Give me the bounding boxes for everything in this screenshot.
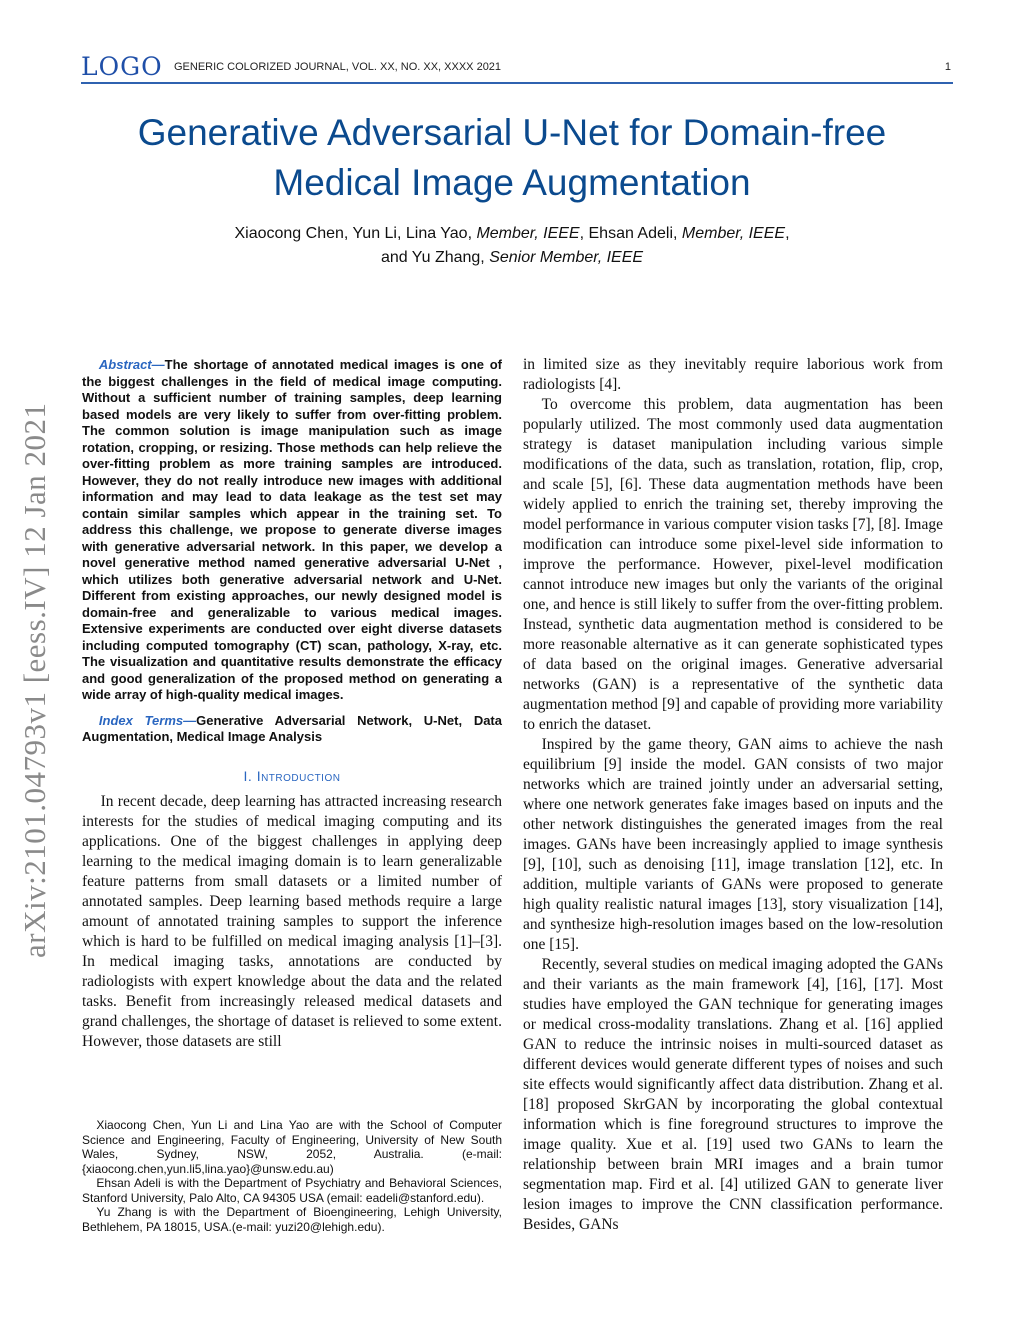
footnote-2: Ehsan Adeli is with the Department of Psychiatry and Behavioral Sciences, Stanford University, Palo Alto, CA 94305 USA (email: eadeli@stanford.edu). xyxy=(82,1176,502,1205)
abstract-label: Abstract— xyxy=(98,357,165,372)
footnote-3: Yu Zhang is with the Department of Bioengineering, Lehigh University, Bethlehem, PA 18015, USA.(e-mail: yuzi20@lehigh.edu). xyxy=(82,1205,502,1234)
journal-logo: LOGO xyxy=(81,52,163,81)
left-column xyxy=(82,357,502,1052)
footnotes xyxy=(82,1118,502,1234)
index-terms-label: Index Terms— xyxy=(98,712,197,728)
author-list xyxy=(60,222,964,270)
title-line-1: Generative Adversarial U-Net for Domain-free xyxy=(137,112,887,153)
right-paragraph-1: in limited size as they inevitably require laborious work from radiologists [4]. xyxy=(523,356,943,393)
page-header xyxy=(81,52,953,84)
author-line-2 xyxy=(60,246,964,270)
author-names-2: , Ehsan Adeli, xyxy=(579,225,682,242)
abstract xyxy=(82,357,502,704)
right-column xyxy=(523,355,943,1235)
title-line-2: Medical Image Augmentation xyxy=(273,162,751,203)
right-paragraph-4: Recently, several studies on medical imaging adopted the GANs and their variants as the main framework [4], [16], [17]. Most studies have employed the GAN technique for generating images or medical cross-modality translations. Zhang et al. [16] applied GAN to reduce the intrinsic noises in multi-sourced dataset as different devices would generate different types of noises and such site effects would significantly affect data distribution. Zhang et al. [18] proposed SkrGAN by incorporating the global contextual information which is fine foreground structures to improve the image quality. Xue et al. [19] used two GANs to learn the relationship between brain MRI images and a brain tumor segmentation map. Fird et al. [4] utilized GAN to generate liver lesion images to improve the CNN classification performance. Besides, GANs xyxy=(523,956,943,1233)
intro-paragraph: In recent decade, deep learning has attracted increasing research interests for the studies of medical imaging computing and its applications. One of the biggest challenges in applying deep learning to the medical imaging domain is to learn generalizable feature patterns from small datasets or a limited number of annotated samples. Deep learning based methods require a large amount of annotated training samples to support the inference which is hard to be fulfilled on medical imaging analysis [1]–[3]. In medical imaging tasks, annotations are conducted by radiologists with expert knowledge about the data and the related tasks. Benefit from increasingly released medical datasets and grand challenges, the shortage of dataset is relieved to some extent. However, those datasets are still xyxy=(82,792,502,1050)
paper-title xyxy=(60,108,964,208)
author-role-2: Member, IEEE xyxy=(681,225,786,242)
section-title: Introduction xyxy=(256,767,341,784)
intro-body xyxy=(82,792,502,1052)
journal-name: GENERIC COLORIZED JOURNAL, VOL. XX, NO. XX, XXXX 2021 xyxy=(174,61,502,73)
index-terms-text: Generative Adversarial Network, U-Net, Data Augmentation, Medical Image Analysis xyxy=(82,712,502,744)
author-names-3: and Yu Zhang, xyxy=(380,249,490,266)
section-numeral: I. xyxy=(243,767,257,784)
author-line-1 xyxy=(60,222,964,246)
page-number: 1 xyxy=(944,61,951,73)
author-role-3: Senior Member, IEEE xyxy=(489,249,644,266)
index-terms xyxy=(82,713,502,746)
author-names-1: Xiaocong Chen, Yun Li, Lina Yao, xyxy=(234,225,477,242)
right-paragraph-3: Inspired by the game theory, GAN aims to achieve the nash equilibrium [9] inside the model. GAN consists of two major networks which are trained jointly under an adversarial setting, where one network generates fake images based on inputs and the other network distinguishes the generated images from the real images. GANs have been increasingly applied to image synthesis [9], [10], such as denoising [11], image translation [12], etc. In addition, multiple variants of GANs were proposed to generate high quality realistic natural images [13], story visualization [14], and synthesize high-resolution images based on the low-resolution one [15]. xyxy=(523,736,943,953)
author-sep: , xyxy=(785,225,790,242)
abstract-text: The shortage of annotated medical images is one of the biggest challenges in the field of medical image computing. Without a sufficient number of training samples, deep learning based models are very likely to suffer from over-fitting problem. The common solution is image manipulation such as image rotation, cropping, or resizing. Those methods can help relieve the over-fitting problem as more training samples are introduced. However, they do not really introduce new images with additional information and may lead to data leakage as the test set may contain similar samples which appear in the training set. To address this challenge, we propose to generate diverse images with generative adversarial network. In this paper, we develop a novel generative method named generative adversarial U-Net , which utilizes both generative adversarial network and U-Net. Different from existing approaches, our newly designed model is domain-free and generalizable to various medical images. Extensive experiments are conducted over eight diverse datasets including computed tomography (CT) scan, pathology, X-ray, etc. The visualization and quantitative results demonstrate the efficacy and good generalization of the proposed method on generating a wide array of high-quality medical images. xyxy=(82,357,502,702)
author-role-1: Member, IEEE xyxy=(476,225,580,242)
section-heading xyxy=(82,768,502,784)
footnote-1: Xiaocong Chen, Yun Li and Lina Yao are with the School of Computer Science and Engineering, Faculty of Engineering, University of New South Wales, Sydney, NSW, 2052, Australia. (e-mail: {xiaocong.chen,yun.li5,lina.yao}@unsw.edu.au) xyxy=(82,1118,502,1176)
right-paragraph-2: To overcome this problem, data augmentation has been popularly utilized. The most commonly used data augmentation strategy is dataset manipulation including various simple modifications of the data, such as translation, rotation, flip, crop, and scale [5], [6]. These data augmentation methods have been widely applied to enrich the training set, thereby improving the model performance in various computer vision tasks [7], [8]. Image modification can introduce some pixel-level side information to improve the performance. However, pixel-level modification cannot introduce new images but only the variants of the original one, and hence is still likely to suffer from the over-fitting problem. Instead, synthetic data augmentation method is considered to be more reasonable alternative as it can generate sophisticated types of data based on the original images. Generative adversarial networks (GAN) is a representative of the synthetic data augmentation method [9] and capable of providing more variability to enrich the dataset. xyxy=(523,396,943,733)
arxiv-stamp: arXiv:2101.04793v1 [eess.IV] 12 Jan 2021 xyxy=(17,402,52,958)
